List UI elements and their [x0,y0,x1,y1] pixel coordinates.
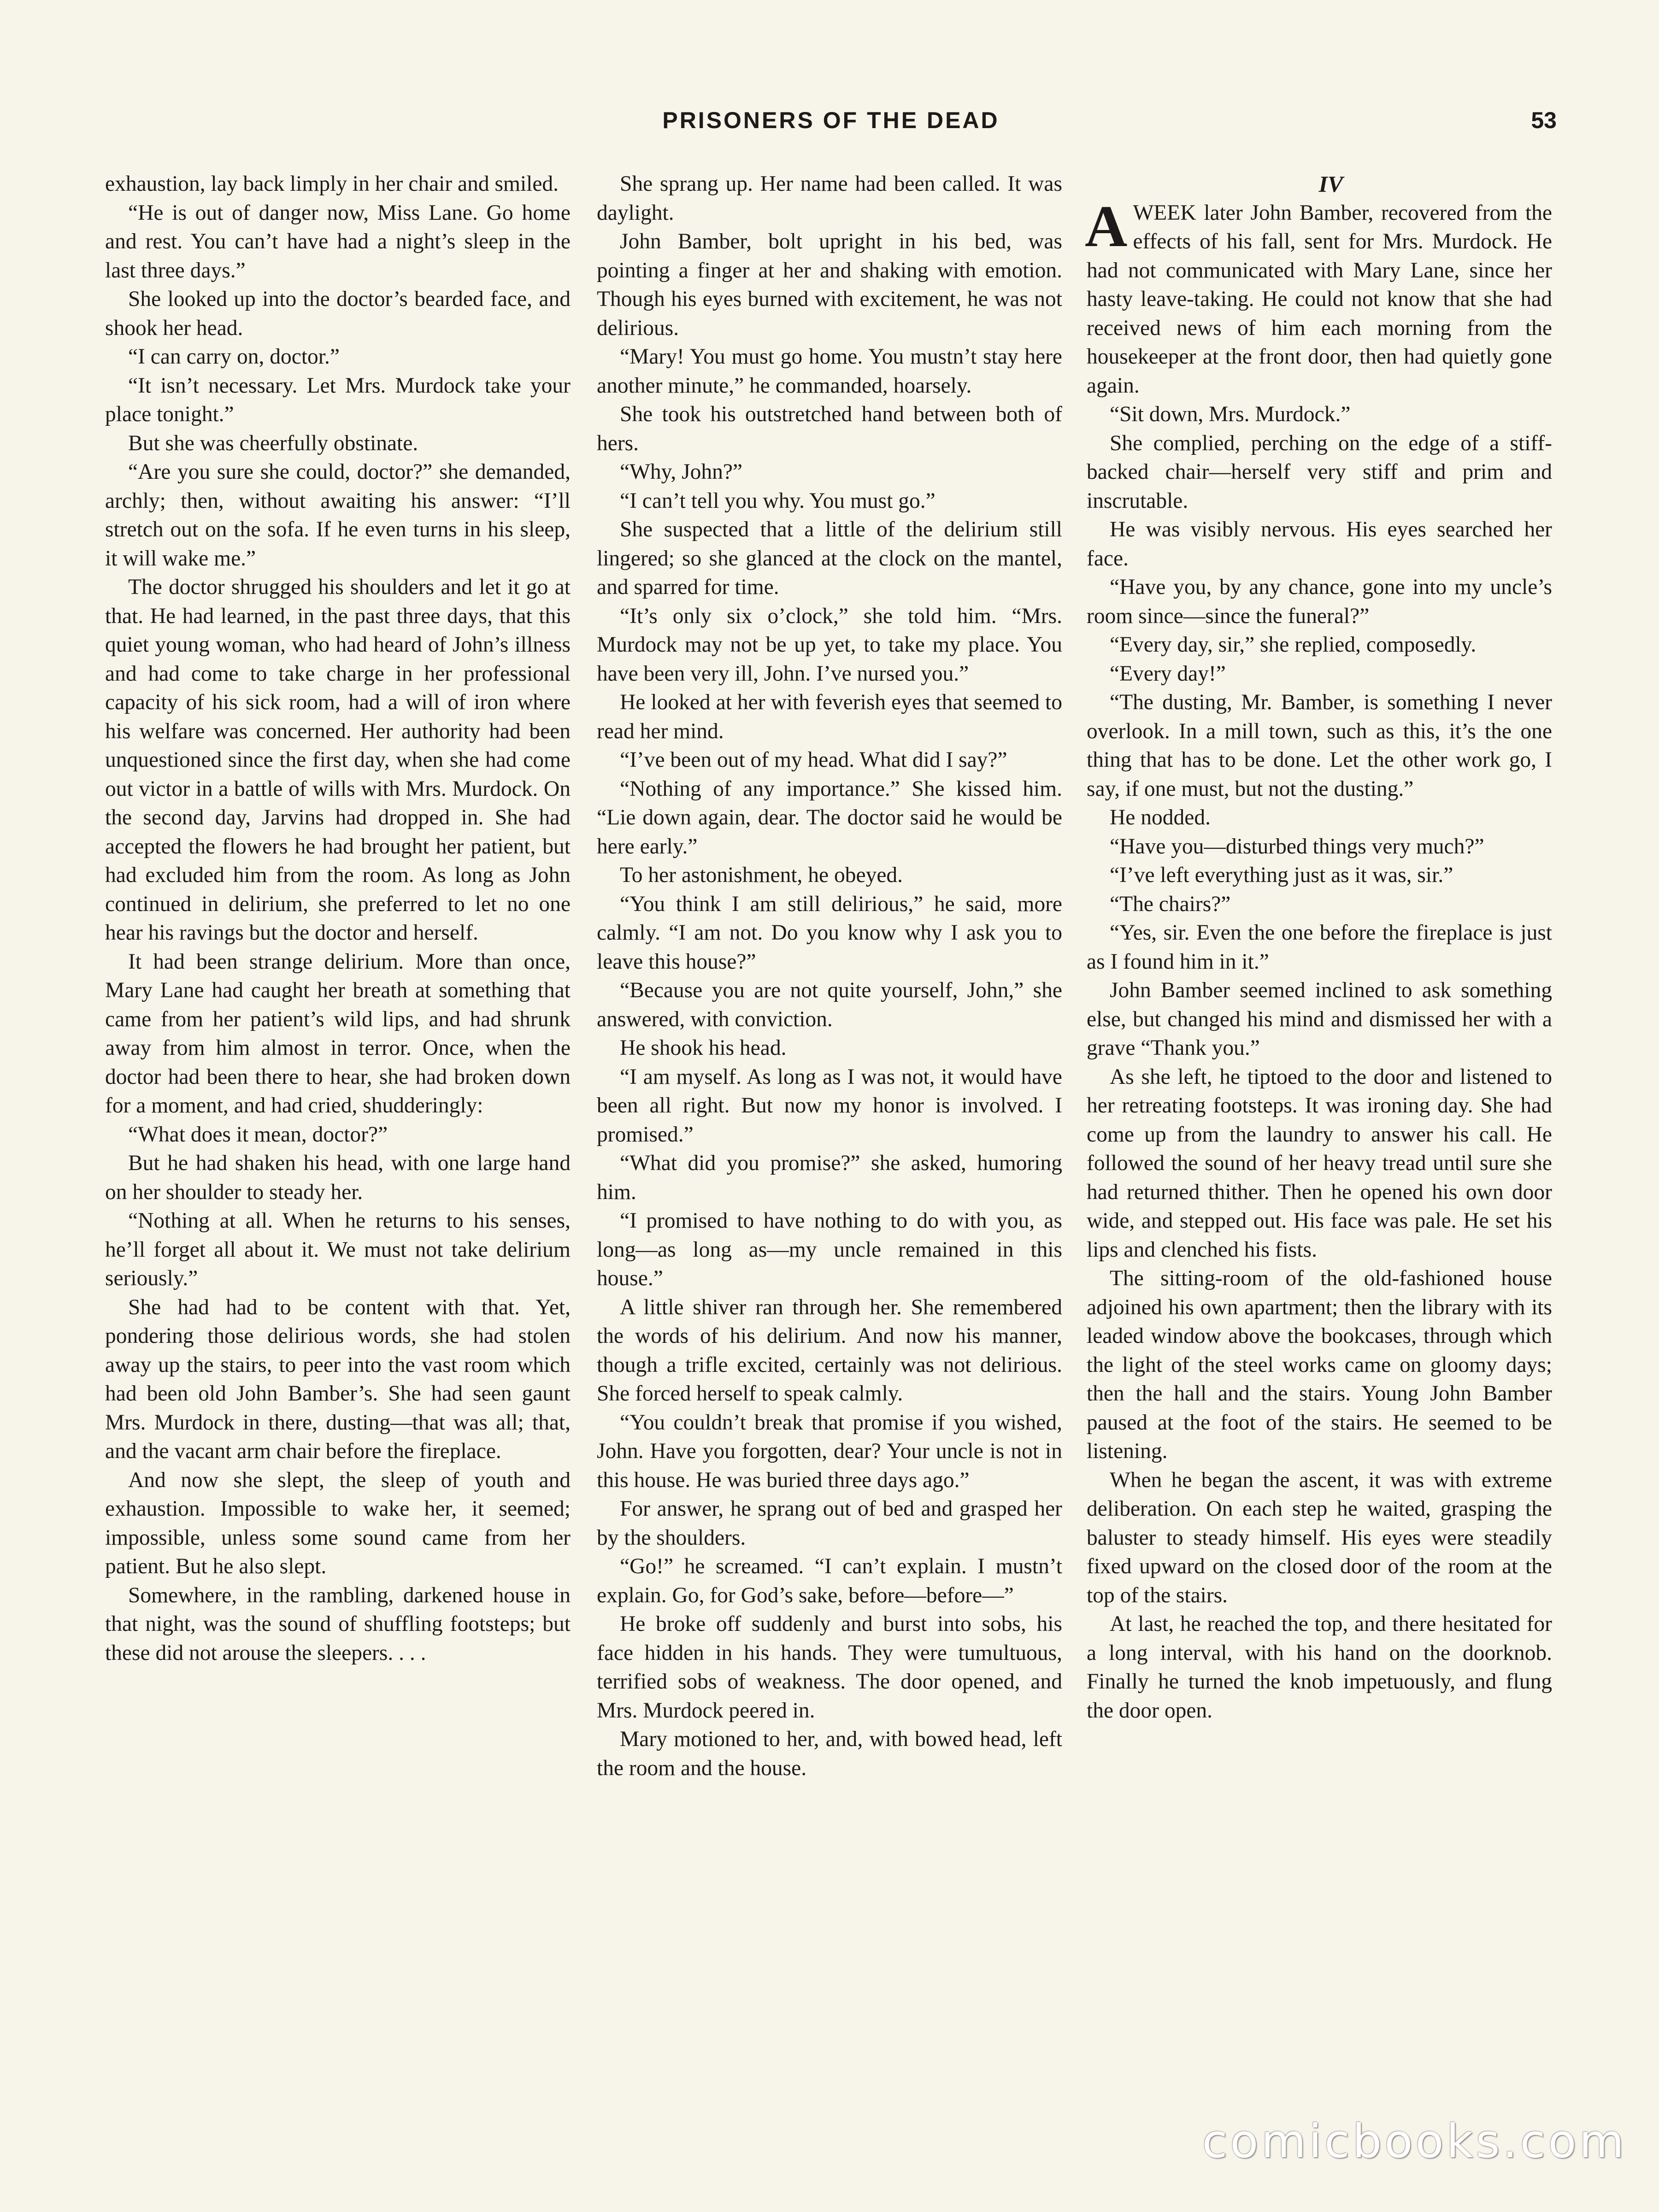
paragraph: “What does it mean, doctor?” [128,1122,388,1147]
paragraph: “Every day, sir,” she replied, composedly. [1110,633,1477,657]
section-heading: IV [1318,171,1343,197]
paragraph: “The dusting, Mr. Bamber, is something I never overlook. In a mill town, such as this, it’s the one thing that has to be done. Let the other work go, I say, if one must, but not the dusting.” [1087,690,1552,801]
paragraph: “I’ve left everything just as it was, sir.” [1110,863,1453,887]
paragraph: “It’s only six o’clock,” she told him. “Mrs. Murdock may not be up yet, to take my place. You have been very ill, John. I’ve nursed you.” [597,604,1062,686]
paragraph: “I’ve been out of my head. What did I say?” [620,748,1007,772]
text-column-2 [597,170,1062,2096]
paragraph: “It isn’t necessary. Let Mrs. Murdock take your place tonight.” [105,373,571,426]
paragraph-text: WEEK later John Bamber, recovered from the effects of his fall, sent for Mrs. Murdock. He had not communicated with Mary Lane, since her hasty leave-taking. He could not know that she had received news of him each morning from the housekeeper at the front door, then had quietly gone again. [1087,200,1552,398]
paragraph: Mary motioned to her, and, with bowed head, left the room and the house. [597,1727,1062,1780]
paragraph: The sitting-room of the old-fashioned house adjoined his own apartment; then the library with its leaded window above the bookcases, through which the light of the steel works came on gloomy days; then the hall and the stairs. Young John Bamber paused at the foot of the stairs. He seemed to be listening. [1087,1266,1552,1463]
paragraph: It had been strange delirium. More than once, Mary Lane had caught her breath at something that came from her patient’s wild lips, and had shrunk away from him almost in terror. Once, when the doctor had been there to hear, she had broken down for a moment, and had cried, shudderingly: [105,949,571,1118]
paragraph: “What did you promise?” she asked, humoring him. [597,1151,1062,1204]
paragraph: “You think I am still delirious,” he said, more calmly. “I am not. Do you know why I ask you to leave this house?” [597,892,1062,974]
paragraph: But he had shaken his head, with one large hand on her shoulder to steady her. [105,1151,571,1204]
paragraph: He broke off suddenly and burst into sobs, his face hidden in his hands. They were tumultuous, terrified sobs of weakness. The door opened, and Mrs. Murdock peered in. [597,1612,1062,1723]
paragraph: She took his outstretched hand between both of hers. [597,402,1062,455]
paragraph: A little shiver ran through her. She remembered the words of his delirium. And now his manner, though a trifle excited, certainly was not delirious. She forced herself to speak calmly. [597,1295,1062,1406]
text-column-1 [105,170,571,2096]
paragraph: She looked up into the doctor’s bearded face, and shook her head. [105,287,571,340]
page-number: 53 [1531,107,1557,133]
paragraph: “Are you sure she could, doctor?” she demanded, archly; then, without awaiting his answer: “I’ll stretch out on the sofa. If he even turns in his sleep, it will wake me.” [105,460,571,571]
paragraph: As she left, he tiptoed to the door and listened to her retreating footsteps. It was ironing day. She had come up from the laundry to answer his call. He followed the sound of her heavy tread until sure she had returned thither. Then he opened his own door wide, and stepped out. His face was pale. He set his lips and clenched his fists. [1087,1065,1552,1262]
paragraph: To her astonishment, he obeyed. [620,863,903,887]
watermark: comicbooks.com [1202,2114,1627,2168]
paragraph: “The chairs?” [1110,892,1231,916]
paragraph: “I am myself. As long as I was not, it would have been all right. But now my honor is involved. I promised.” [597,1065,1062,1147]
paragraph: She sprang up. Her name had been called. It was daylight. [597,172,1062,225]
paragraph: Somewhere, in the rambling, darkened house in that night, was the sound of shuffling footsteps; but these did not arouse the sleepers. . . . [105,1583,571,1665]
paragraph: He shook his head. [620,1036,787,1060]
paragraph: John Bamber, bolt upright in his bed, was pointing a finger at her and shaking with emotion. Though his eyes burned with excitement, he was not delirious. [597,229,1062,340]
paragraph: John Bamber seemed inclined to ask something else, but changed his mind and dismissed her with a grave “Thank you.” [1087,978,1552,1060]
paragraph: “I can’t tell you why. You must go.” [620,488,935,513]
paragraph: He nodded. [1110,806,1211,830]
paragraph: The doctor shrugged his shoulders and let it go at that. He had learned, in the past three days, that this quiet young woman, who had heard of John’s illness and had come to take charge in her professional capacity of his sick room, had a will of iron where his welfare was concerned. Her authority had been unquestioned since the first day, when she had come out victor in a battle of wills with Mrs. Murdock. On the second day, Jarvins had dropped in. She had accepted the flowers he had brought her patient, but had excluded him from the room. As long as John continued in delirium, she preferred to let no one hear his ravings but the doctor and herself. [105,575,571,945]
paragraph: For answer, he sprang out of bed and grasped her by the shoulders. [597,1497,1062,1550]
paragraph: “Go!” he screamed. “I can’t explain. I mustn’t explain. Go, for God’s sake, before—before—” [597,1554,1062,1607]
paragraph: He was visibly nervous. His eyes searched her face. [1087,518,1552,571]
page-header [105,107,1557,148]
paragraph: She had had to be content with that. Yet, pondering those delirious words, she had stolen away up the stairs, to peer into the vast room which had been old John Bamber’s. She had seen gaunt Mrs. Murdock in there, dusting—that was all; that, and the vacant arm chair before the fireplace. [105,1295,571,1463]
paragraph: And now she slept, the sleep of youth and exhaustion. Impossible to wake her, it seemed; impossible, unless some sound came from her patient. But he also slept. [105,1468,571,1578]
paragraph: “Sit down, Mrs. Murdock.” [1110,402,1351,426]
paragraph: “I promised to have nothing to do with you, as long—as long as—my uncle remained in this house.” [597,1209,1062,1290]
paragraph: At last, he reached the top, and there hesitated for a long interval, with his hand on the doorknob. Finally he turned the knob impetuously, and flung the door open. [1087,1612,1552,1723]
paragraph: He looked at her with feverish eyes that seemed to read her mind. [597,690,1062,743]
paragraph: “Have you, by any chance, gone into my uncle’s room since—since the funeral?” [1087,575,1552,628]
paragraph: “Nothing at all. When he returns to his senses, he’ll forget all about it. We must not take delirium seriously.” [105,1209,571,1290]
paragraph: She suspected that a little of the delirium still lingered; so she glanced at the clock on the mantel, and sparred for time. [597,518,1062,599]
running-title: PRISONERS OF THE DEAD [662,107,1000,133]
paragraph: When he began the ascent, it was with extreme deliberation. On each step he waited, grasping the baluster to steady himself. His eyes were steadily fixed upward on the closed door of the room at the top of the stairs. [1087,1468,1552,1607]
drop-cap: A [1085,193,1128,259]
paragraph: “Nothing of any importance.” She kissed him. “Lie down again, dear. The doctor said he would be here early.” [597,777,1062,859]
paragraph: “Mary! You must go home. You mustn’t stay here another minute,” he commanded, hoarsely. [597,345,1062,398]
paragraph: “Because you are not quite yourself, John,” she answered, with conviction. [597,978,1062,1031]
paragraph: But she was cheerfully obstinate. [128,431,418,455]
paragraph: “Have you—disturbed things very much?” [1110,834,1484,859]
paragraph [1085,193,1552,400]
paragraph: “He is out of danger now, Miss Lane. Go home and rest. You can’t have had a night’s sleep in the last three days.” [105,200,571,282]
paragraph: exhaustion, lay back limply in her chair and smiled. [105,172,559,196]
paragraph: “Yes, sir. Even the one before the fireplace is just as I found him in it.” [1087,921,1552,974]
paragraph: “Why, John?” [620,460,742,484]
paragraph: “You couldn’t break that promise if you wished, John. Have you forgotten, dear? Your uncle is not in this house. He was buried three days ago.” [597,1410,1062,1492]
paragraph: She complied, perching on the edge of a stiff-backed chair—herself very stiff and prim and inscrutable. [1087,431,1552,513]
paragraph: “I can carry on, doctor.” [128,345,340,369]
paragraph: “Every day!” [1110,661,1226,686]
text-column-3 [1087,170,1552,2096]
